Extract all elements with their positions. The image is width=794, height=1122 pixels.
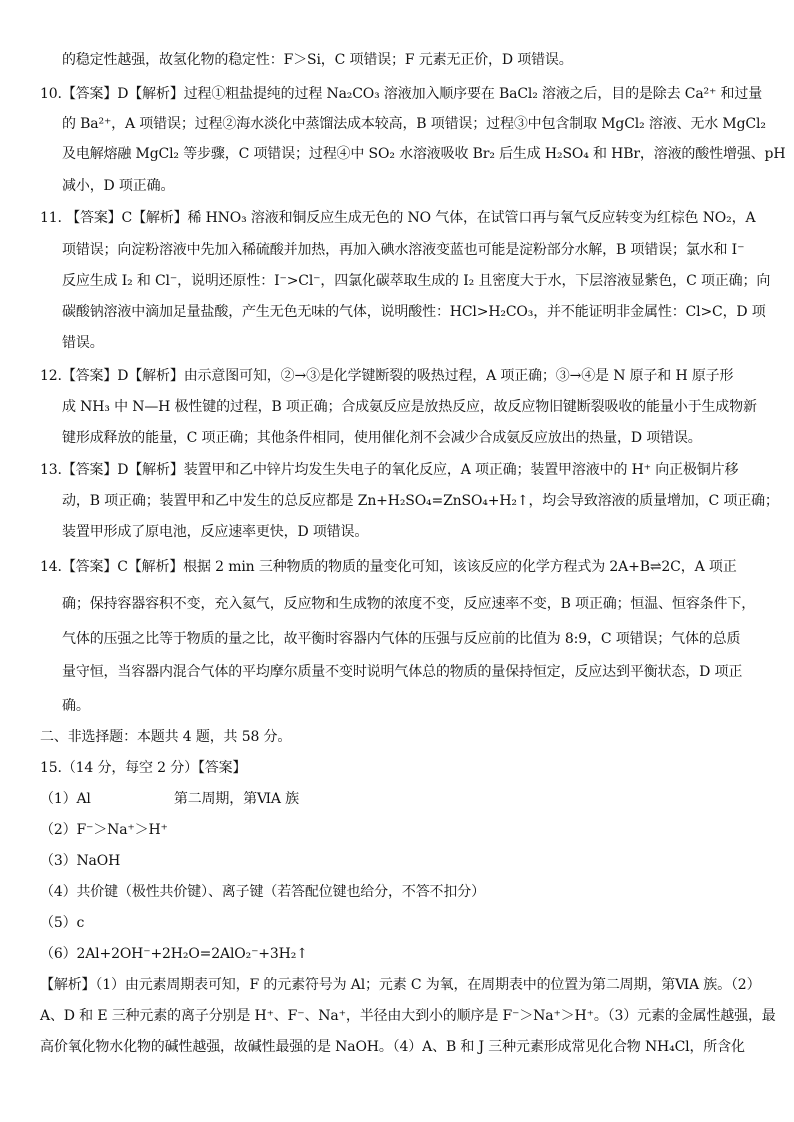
text-line: 高价氧化物水化物的碱性越强，故碱性最强的是 NaOH。（4）A、B 和 J 三种元素形成常见化合物 NH₄Cl，所含化 [40, 1039, 745, 1055]
answer-line: （2）F⁻＞Na⁺＞H⁺ [40, 822, 168, 838]
question-heading: 15.（14 分，每空 2 分）【答案】 [40, 760, 247, 776]
text-line: 及电解熔融 MgCl₂ 等步骤，C 项错误；过程④中 SO₂ 水溶液吸收 Br₂ 后生成 H₂SO₄ 和 HBr，溶液的酸性增强、pH [62, 146, 786, 162]
text-line: 确。 [62, 698, 90, 714]
section-heading: 二、非选择题：本题共 4 题，共 58 分。 [40, 729, 292, 745]
text-line: 反应生成 I₂ 和 Cl⁻，说明还原性：I⁻>Cl⁻，四氯化碳萃取生成的 I₂ 且密度大于水，下层溶液显紫色，C 项正确；向 [62, 273, 771, 289]
text-line: 碳酸钠溶液中滴加足量盐酸，产生无色无味的气体，说明酸性：HCl>H₂CO₃，并不能证明非金属性：Cl>C，D 项 [62, 304, 766, 320]
text-line: 键形成释放的能量，C 项正确；其他条件相同，使用催化剂不会减少合成氨反应放出的热量，D 项错误。 [62, 430, 702, 446]
text-line: 10.【答案】D【解析】过程①粗盐提纯的过程 Na₂CO₃ 溶液加入顺序要在 BaCl₂ 溶液之后，目的是除去 Ca²⁺ 和过量 [40, 86, 763, 102]
answer-line: （1）Al 第二周期，第ⅥA 族 [40, 791, 299, 807]
answer-line: （4）共价键（极性共价键）、离子键（若答配位键也给分，不答不扣分） [40, 884, 485, 900]
text-line: 减小，D 项正确。 [62, 178, 175, 194]
text-line: 确；保持容器容积不变，充入氦气，反应物和生成物的浓度不变，反应速率不变，B 项正确；恒温、恒容条件下， [62, 596, 756, 612]
text-line: 的稳定性越强，故氢化物的稳定性：F＞Si，C 项错误；F 元素无正价，D 项错误。 [62, 52, 573, 68]
text-line: 12.【答案】D【解析】由示意图可知，②→③是化学键断裂的吸热过程，A 项正确；③→④是 N 原子和 H 原子形 [40, 368, 734, 384]
text-line: 装置甲形成了原电池，反应速率更快，D 项错误。 [62, 524, 369, 540]
text-line: 气体的压强之比等于物质的量之比，故平衡时容器内气体的压强与反应前的比值为 8:9，C 项错误；气体的总质 [62, 631, 741, 647]
text-line: 项错误；向淀粉溶液中先加入稀硫酸并加热，再加入碘水溶液变蓝也可能是淀粉部分水解，B 项错误；氯水和 I⁻ [62, 242, 745, 258]
text-line: A、D 和 E 三种元素的离子分别是 H⁺、F⁻、Na⁺，半径由大到小的顺序是 F⁻＞Na⁺＞H⁺。（3）元素的金属性越强，最 [40, 1008, 776, 1024]
text-line: 成 NH₃ 中 N—H 极性键的过程，B 项正确；合成氨反应是放热反应，故反应物旧键断裂吸收的能量小于生成物新 [62, 399, 757, 415]
answer-line: （6）2Al+2OH⁻+2H₂O=2AlO₂⁻+3H₂↑ [40, 946, 308, 962]
text-line: 14.【答案】C【解析】根据 2 min 三种物质的物质的量变化可知，该该反应的化学方程式为 2A+B⇌2C，A 项正 [40, 559, 737, 575]
text-line: 动，B 项正确；装置甲和乙中发生的总反应都是 Zn+H₂SO₄=ZnSO₄+H₂↑，均会导致溶液的质量增加，C 项正确； [62, 493, 779, 509]
text-line: 错误。 [62, 335, 104, 351]
answer-line: （5）c [40, 915, 85, 931]
text-line: 11. 【答案】C【解析】稀 HNO₃ 溶液和铜反应生成无色的 NO 气体，在试管口再与氧气反应转变为红棕色 NO₂，A [40, 210, 756, 226]
answer-line: （3）NaOH [40, 853, 121, 869]
text-line: 量守恒，当容器内混合气体的平均摩尔质量不变时说明气体总的物质的量保持恒定，反应达到平衡状态，D 项正 [62, 664, 743, 680]
text-line: 的 Ba²⁺，A 项错误；过程②海水淡化中蒸馏法成本较高，B 项错误；过程③中包含制取 MgCl₂ 溶液、无水 MgCl₂ [62, 116, 766, 132]
text-line: 【解析】（1）由元素周期表可知，F 的元素符号为 Al；元素 C 为氧，在周期表中的位置为第二周期，第ⅥA 族。（2） [40, 977, 761, 993]
text-line: 13.【答案】D【解析】装置甲和乙中锌片均发生失电子的氧化反应，A 项正确；装置甲溶液中的 H⁺ 向正极铜片移 [40, 462, 739, 478]
